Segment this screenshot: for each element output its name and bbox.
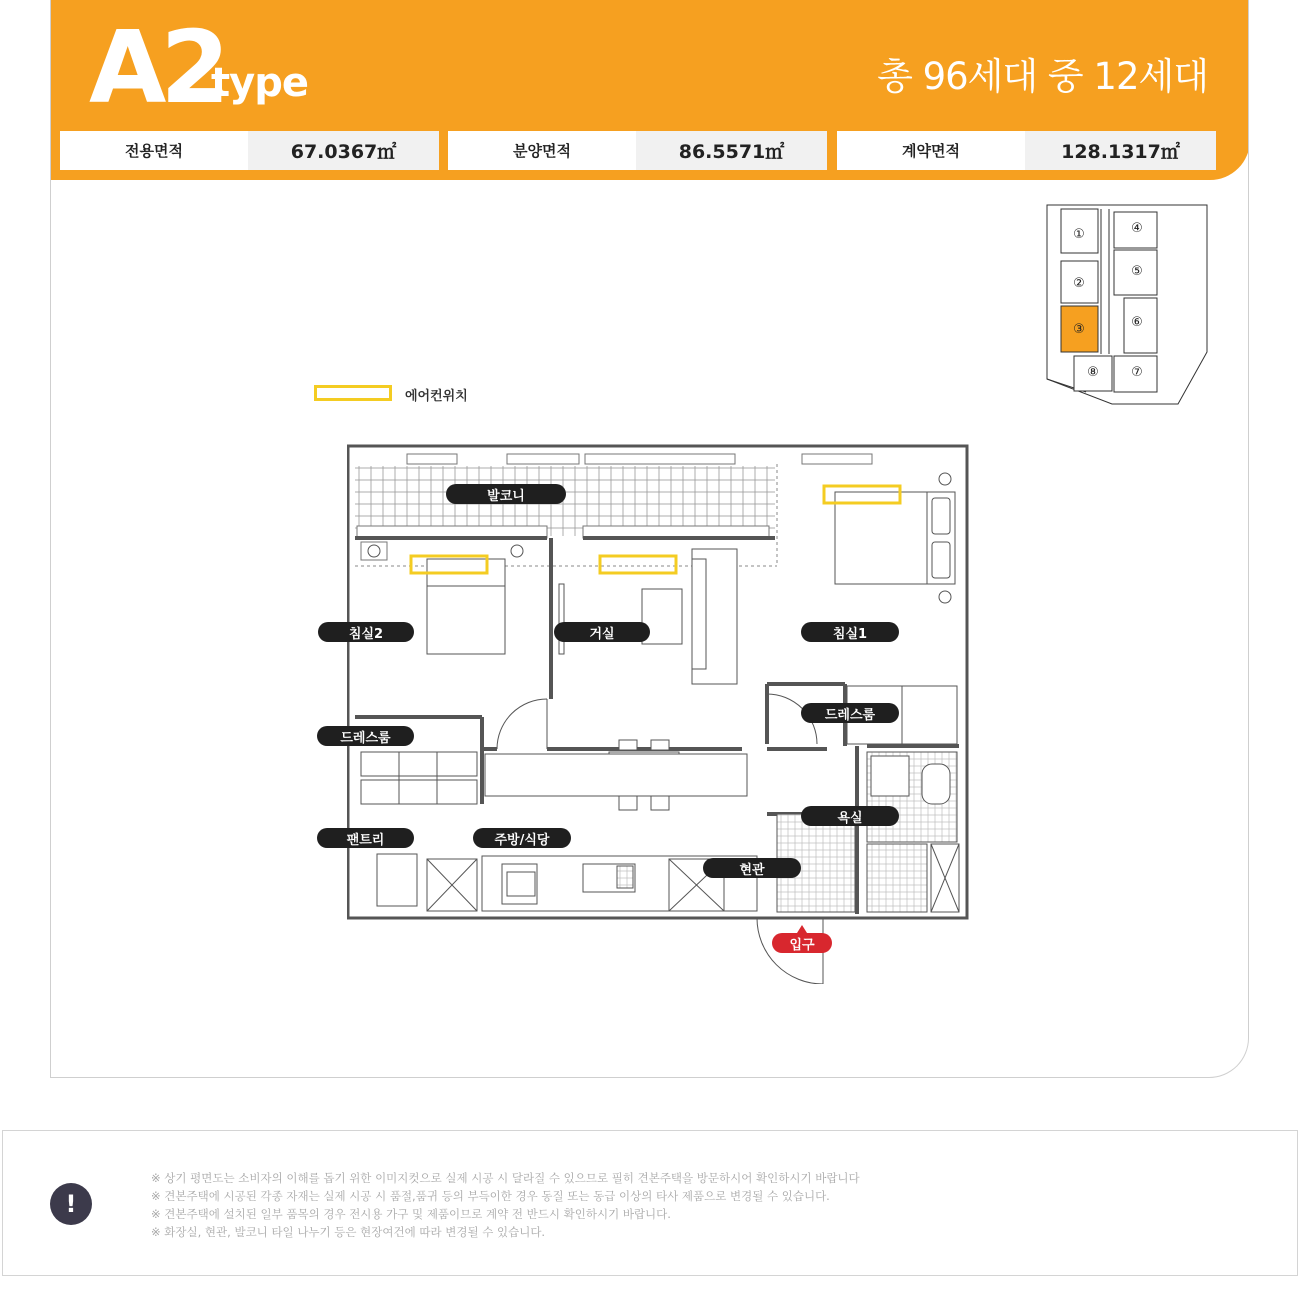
label-bedroom2: 침실2 <box>318 622 414 642</box>
label-entrance-hall: 현관 <box>703 858 801 878</box>
label-kitchen: 주방/식당 <box>473 828 571 848</box>
label-entrance: 입구 <box>772 933 832 953</box>
area-exclusive <box>60 131 439 170</box>
floorplan-card <box>50 0 1249 1078</box>
key-unit-5: ⑤ <box>1131 264 1143 279</box>
unit-count: 총 96세대 중 12세대 <box>877 55 1208 98</box>
area-value: 128.1317㎡ <box>1025 131 1216 170</box>
area-label: 분양면적 <box>513 142 571 160</box>
area-contract <box>837 131 1216 170</box>
header-bar <box>51 0 1249 180</box>
area-label: 전용면적 <box>125 142 183 160</box>
label-bedroom1: 침실1 <box>801 622 899 642</box>
key-unit-2: ② <box>1073 276 1085 291</box>
aircon-legend-swatch <box>314 385 392 401</box>
notice-lines <box>151 1169 860 1241</box>
label-pantry: 팬트리 <box>317 828 414 848</box>
label-living: 거실 <box>554 622 650 642</box>
label-balcony: 발코니 <box>446 484 566 504</box>
notice-line: ※ 화장실, 현관, 발코니 타일 나누기 등은 현장여건에 따라 변경될 수 있습니다. <box>151 1225 546 1239</box>
key-unit-1: ① <box>1073 227 1085 242</box>
key-unit-3: ③ <box>1073 322 1085 337</box>
key-unit-7: ⑦ <box>1131 365 1143 380</box>
entrance-arrow-icon <box>797 925 807 933</box>
type-title: A2 <box>89 9 224 126</box>
notice-line: ※ 견본주택에 시공된 각종 자재는 실제 시공 시 품절,품귀 등의 부득이한 경우 동질 또는 동급 이상의 타사 제품으로 변경될 수 있습니다. <box>151 1189 830 1203</box>
key-unit-4: ④ <box>1131 221 1143 236</box>
label-dressroom-left: 드레스룸 <box>317 726 414 746</box>
aircon-legend-label: 에어컨위치 <box>405 389 468 404</box>
label-dressroom-right: 드레스룸 <box>801 703 899 723</box>
notice-line: ※ 견본주택에 설치된 일부 품목의 경우 전시용 가구 및 제품이므로 계약 전 반드시 확인하시기 바랍니다. <box>151 1207 671 1221</box>
notice-box <box>2 1130 1298 1276</box>
key-unit-8: ⑧ <box>1087 365 1099 380</box>
key-unit-6: ⑥ <box>1131 315 1143 330</box>
alert-icon: ! <box>50 1183 92 1225</box>
area-value: 67.0367㎡ <box>248 131 439 170</box>
area-value: 86.5571㎡ <box>636 131 827 170</box>
area-sale <box>448 131 827 170</box>
label-bathroom: 욕실 <box>801 806 899 826</box>
area-label: 계약면적 <box>902 142 960 160</box>
key-plan <box>1046 204 1209 406</box>
notice-line: ※ 상기 평면도는 소비자의 이해를 돕기 위한 이미지컷으로 실제 시공 시 달라질 수 있으므로 필히 견본주택을 방문하시어 확인하시기 바랍니다 <box>151 1171 860 1185</box>
type-suffix: type <box>211 60 308 106</box>
